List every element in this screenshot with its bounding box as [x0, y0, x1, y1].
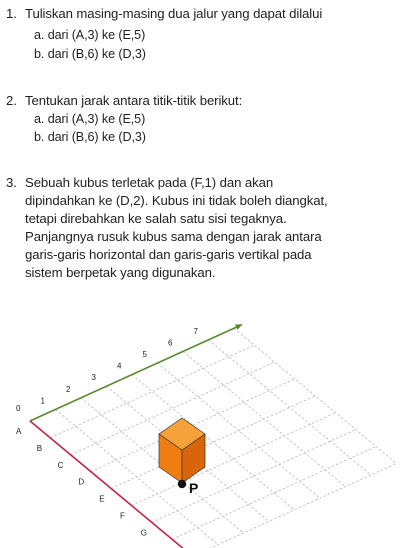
number-label: 5	[142, 350, 147, 359]
letter-label: F	[120, 511, 125, 521]
question-3-text-line-4: Panjangnya rusuk kubus sama dengan jarak antara	[25, 229, 322, 244]
subitem-text: a. dari (A,3) ke (E,5)	[34, 28, 146, 42]
isometric-grid	[0, 290, 411, 548]
question-3-text-line-5: garis-garis horizontal dan garis-garis vertikal pada	[25, 247, 312, 262]
letter-label: D	[78, 477, 85, 487]
number-label: 2	[66, 384, 71, 394]
letter-label: B	[36, 443, 43, 453]
question-3-number: 3.	[6, 175, 17, 190]
question-1-number: 1.	[6, 6, 17, 21]
letter-label: A	[16, 427, 22, 436]
grid-lines	[50, 328, 396, 548]
subitem-text: b. dari (B,6) ke (D,3)	[34, 47, 146, 61]
number-label: 0	[16, 404, 21, 413]
number-label: 1	[40, 396, 45, 406]
grid-line	[234, 328, 396, 463]
number-label: 7	[193, 326, 198, 336]
question-3-text-line-2: dipindahkan ke (D,2). Kubus ini tidak boleh diangkat,	[25, 193, 328, 208]
question-3-text-line-3: tetapi direbahkan ke salah satu sisi tegaknya.	[25, 211, 287, 226]
subitem-text: b. dari (B,6) ke (D,3)	[34, 130, 146, 144]
grid-figure	[0, 290, 411, 548]
question-3-text-line-6: sistem berpetak yang digunakan.	[25, 265, 216, 280]
question-1-text: Tuliskan masing-masing dua jalur yang dapat dilalui	[25, 6, 323, 21]
grid-line	[209, 340, 371, 475]
axes	[30, 325, 242, 548]
question-2-text: Tentukan jarak antara titik-titik berikut:	[25, 93, 243, 108]
letter-label: G	[140, 528, 148, 538]
number-label: 3	[91, 373, 96, 383]
question-3-text-line-1: Sebuah kubus terletak pada (F,1) dan akan	[25, 175, 274, 190]
grid-line	[132, 375, 294, 510]
letter-label: C	[57, 460, 64, 470]
cube	[159, 418, 205, 483]
point-label: P	[189, 480, 199, 496]
number-label: 6	[168, 338, 173, 348]
letter-label: E	[99, 494, 105, 504]
subitem-text: a. dari (A,3) ke (E,5)	[34, 112, 146, 126]
grid-line	[192, 463, 396, 548]
point-p	[178, 480, 199, 496]
number-label: 4	[117, 361, 122, 371]
question-2-number: 2.	[6, 93, 17, 108]
point-marker	[178, 480, 186, 488]
